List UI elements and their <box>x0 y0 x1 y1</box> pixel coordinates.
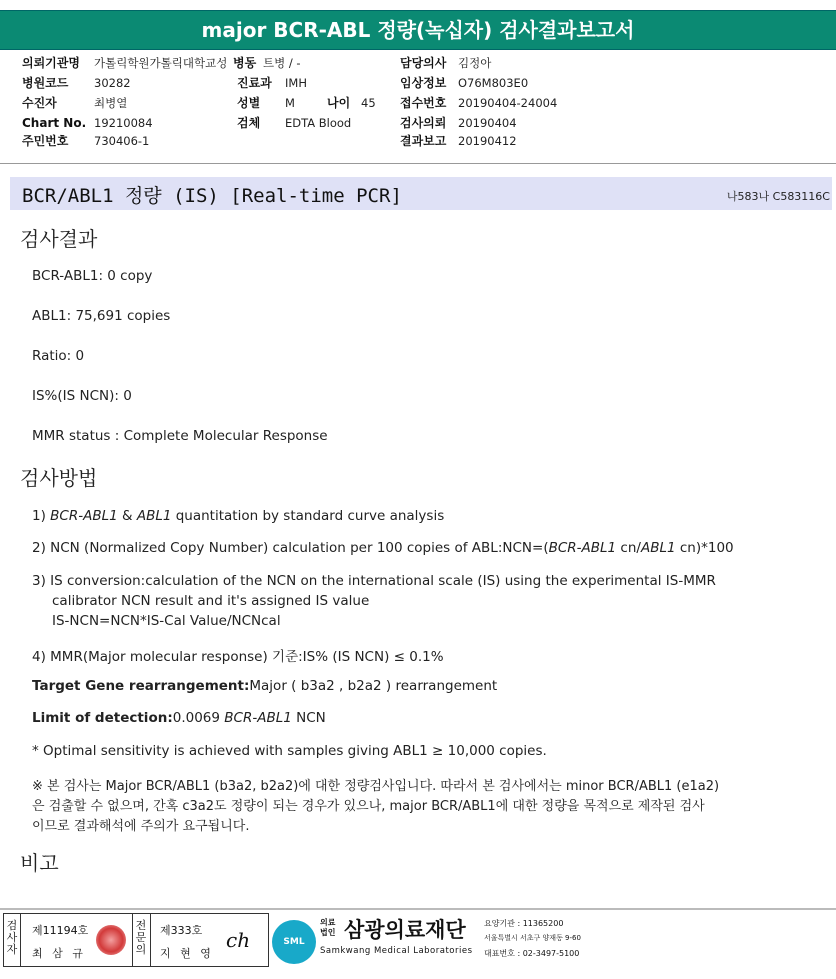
method-1-gene2: ABL1 <box>136 508 172 524</box>
org-type: 의료법인 <box>320 918 336 937</box>
lod-label: Limit of detection: <box>32 710 173 726</box>
specialist-name: 지 현 영 <box>160 947 214 960</box>
dept-value: IMH <box>285 76 307 90</box>
sex-label: 성별 <box>237 96 261 110</box>
org-address: 서울특별시 서초구 양재동 9-60 <box>484 934 581 942</box>
note-line-3: 이므로 결과해석에 주의가 요구됩니다. <box>32 819 250 834</box>
method-heading: 검사방법 <box>20 466 98 490</box>
result-line: IS%(IS NCN): 0 <box>32 388 132 404</box>
method-2-end: cn)*100 <box>675 540 734 556</box>
method-1-rest: quantitation by standard curve analysis <box>171 508 445 524</box>
sml-logo-icon: SML <box>272 920 316 964</box>
collector-value: 최병열 <box>94 96 128 110</box>
method-1-gene1: BCR-ABL1 <box>50 508 118 524</box>
chart-value: 19210084 <box>94 116 153 130</box>
method-item-3-line1: 3) IS conversion:calculation of the NCN on the international scale (IS) using the experimental IS-MMR <box>32 573 716 589</box>
specialist-number: 제333호 <box>160 924 203 937</box>
method-item-3-line3: IS-NCN=NCN*IS-Cal Value/NCNcal <box>52 613 281 629</box>
footer-divider <box>0 908 836 910</box>
lod-value: 0.0069 <box>172 710 225 726</box>
doctor-label: 담당의사 <box>400 56 447 70</box>
ward-label: 병동 <box>233 56 257 70</box>
method-2-gene1: BCR-ABL1 <box>548 540 617 556</box>
results-heading: 검사결과 <box>20 227 98 251</box>
doctor-value: 김정아 <box>458 56 492 70</box>
request-label: 검사의뢰 <box>400 116 447 130</box>
collector-label: 수진자 <box>22 96 57 110</box>
age-value: 45 <box>361 96 376 110</box>
id-label: 주민번호 <box>22 134 69 148</box>
report-title: major BCR-ABL 정량(녹십자) 검사결과보고서 <box>0 10 836 50</box>
specimen-value: EDTA Blood <box>285 116 352 130</box>
request-value: 20190404 <box>458 116 517 130</box>
divider <box>0 163 836 164</box>
seal-stamp-icon <box>96 925 126 955</box>
receipt-label: 접수번호 <box>400 96 447 110</box>
clinic-value: O76M803E0 <box>458 76 529 90</box>
test-code: 나583나 C583116C <box>726 190 830 203</box>
age-label: 나이 <box>327 96 351 110</box>
divider <box>20 913 21 967</box>
report-label: 결과보고 <box>400 134 447 148</box>
method-item-1 <box>32 508 444 524</box>
id-value: 730406-1 <box>94 134 150 148</box>
method-2-prefix: 2) NCN (Normalized Copy Number) calculation per 100 copies of ABL:NCN=( <box>32 540 549 556</box>
org-name: 삼광의료재단 <box>344 918 466 942</box>
note-line-1: ※ 본 검사는 Major BCR/ABL1 (b3a2, b2a2)에 대한 정량검사입니다. 따라서 본 검사에서는 minor BCR/ABL1 (e1a2) <box>32 779 720 794</box>
sensitivity-note: * Optimal sensitivity is achieved with samples giving ABL1 ≥ 10,000 copies. <box>32 743 547 759</box>
method-2-mid: cn/ <box>616 540 641 556</box>
code-value: 30282 <box>94 76 131 90</box>
target-gene <box>32 678 497 694</box>
specialist-label: 전문의 <box>135 919 147 956</box>
lod-unit: NCN <box>291 710 326 726</box>
inspector-name: 최 삼 규 <box>32 947 86 960</box>
inspector-label: 검사자 <box>6 919 18 956</box>
org-phone: 대표번호 : 02-3497-5100 <box>484 949 580 958</box>
target-value: Major ( b3a2 , b2a2 ) rearrangement <box>249 678 498 694</box>
lod-gene: BCR-ABL1 <box>224 710 292 726</box>
inspector-number: 제11194호 <box>32 924 89 937</box>
method-item-3-line2: calibrator NCN result and it's assigned IS value <box>52 593 370 609</box>
test-title: BCR/ABL1 정량 (IS) [Real-time PCR] <box>22 185 402 207</box>
method-2-gene2: ABL1 <box>640 540 676 556</box>
result-line: ABL1: 75,691 copies <box>32 308 171 324</box>
divider <box>132 913 133 967</box>
receipt-value: 20190404-24004 <box>458 96 558 110</box>
method-item-4: 4) MMR(Major molecular response) 기준:IS% (IS NCN) ≤ 0.1% <box>32 649 444 665</box>
hospital-value: 가톨릭학원가톨릭대학교성 <box>94 56 228 70</box>
remarks-heading: 비고 <box>20 851 59 875</box>
ward-value: 트병 / - <box>263 56 301 70</box>
method-1-prefix: 1) <box>32 508 51 524</box>
hospital-label: 의뢰기관명 <box>22 56 80 70</box>
clinic-label: 임상정보 <box>400 76 447 90</box>
org-code: 요양기관 : 11365200 <box>484 919 564 928</box>
limit-of-detection <box>32 710 326 726</box>
signature: ch <box>226 928 251 952</box>
code-label: 병원코드 <box>22 76 69 90</box>
result-line: MMR status : Complete Molecular Response <box>32 428 328 444</box>
method-item-2 <box>32 540 734 556</box>
specimen-label: 검체 <box>237 116 261 130</box>
sex-value: M <box>285 96 295 110</box>
divider <box>150 913 151 967</box>
target-label: Target Gene rearrangement: <box>32 678 250 694</box>
org-name-english: Samkwang Medical Laboratories <box>320 946 473 956</box>
method-1-amp: & <box>117 508 137 524</box>
dept-label: 진료과 <box>237 76 272 90</box>
result-line: Ratio: 0 <box>32 348 85 364</box>
note-line-2: 은 검출할 수 없으며, 간혹 c3a2도 정량이 되는 경우가 있으나, major BCR/ABL1에 대한 정량을 목적으로 제작된 검사 <box>32 799 705 814</box>
report-value: 20190412 <box>458 134 517 148</box>
result-line: BCR-ABL1: 0 copy <box>32 268 153 284</box>
chart-label: Chart No. <box>22 116 87 130</box>
